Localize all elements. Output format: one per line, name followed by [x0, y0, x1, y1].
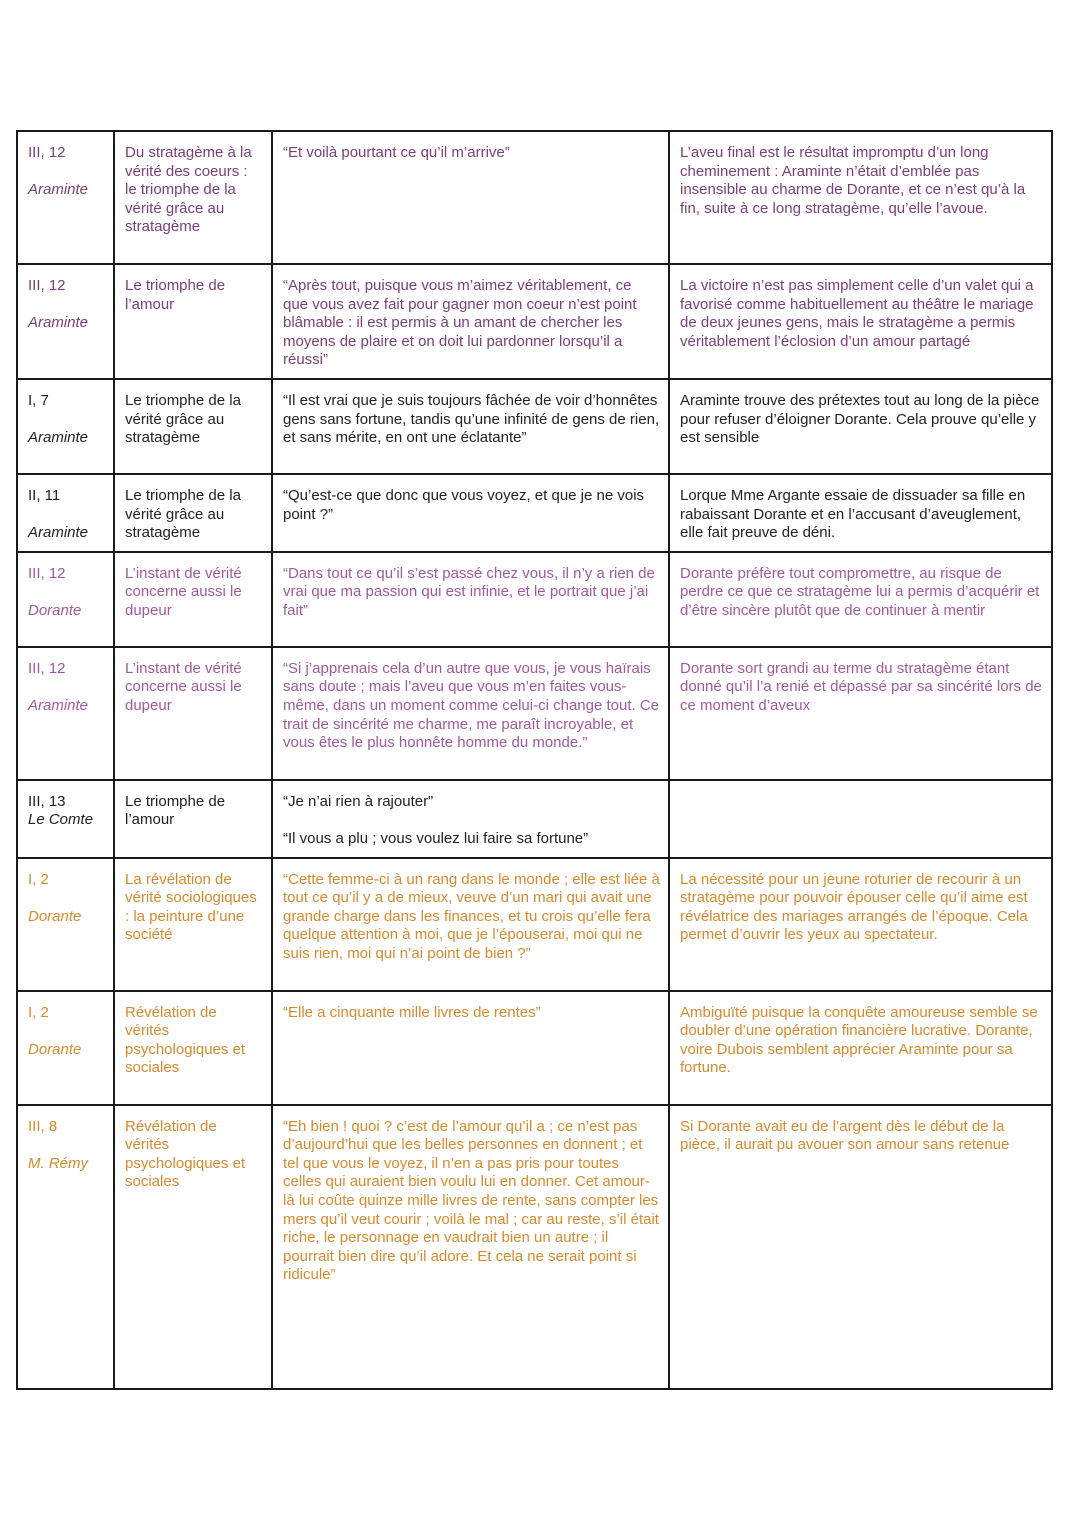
theme-cell: L’instant de vérité concerne aussi le dupeur [114, 647, 272, 780]
analysis-cell: La victoire n’est pas simplement celle d’un valet qui a favorisé comme habituellement au théâtre le mariage de deux jeunes gens, mais le stratagème a permis véritablement l’éclosion d’un amour partagé [669, 264, 1052, 379]
analysis-table [16, 130, 1053, 1390]
character-name: M. Rémy [28, 1154, 88, 1172]
character-name: Araminte [28, 181, 89, 199]
character-name: Araminte [28, 524, 89, 542]
reference-cell [17, 858, 114, 991]
reference-cell [17, 780, 114, 858]
table-row [17, 264, 1052, 379]
theme-cell: Révélation de vérités psychologiques et sociales [114, 1105, 272, 1389]
analysis-cell: Si Dorante avait eu de l’argent dès le début de la pièce, il aurait pu avouer son amour sans retenue [669, 1105, 1052, 1389]
reference-cell [17, 647, 114, 780]
theme-cell: L’instant de vérité concerne aussi le dupeur [114, 552, 272, 647]
scene-reference: III, 12 [28, 277, 66, 294]
character-name: Araminte [28, 314, 89, 332]
reference-cell [17, 379, 114, 474]
quote-line: “Je n’ai rien à rajouter” [283, 792, 434, 810]
table-row [17, 552, 1052, 647]
reference-cell [17, 131, 114, 264]
reference-cell [17, 264, 114, 379]
analysis-cell: Ambiguïté puisque la conquête amoureuse semble se doubler d’une opération financière lucrative. Dorante, voire Dubois semblent apprécier Araminte pour sa fortune. [669, 991, 1052, 1105]
scene-reference: I, 2 [28, 870, 49, 888]
quote-cell: “Cette femme-ci à un rang dans le monde ; elle est liée à tout ce qu’il y a de mieux, veuve d’un mari qui avait une grande charge dans les finances, et tu crois qu’elle fera quelque attention à moi, que je l’épouserai, moi qui ne suis rien, moi qui n’ai point de bien ?” [272, 858, 669, 991]
reference-cell [17, 474, 114, 552]
quote-line: “Il vous a plu ; vous voulez lui faire sa fortune” [283, 829, 589, 847]
scene-reference: II, 11 [28, 486, 61, 504]
quote-cell: “Qu’est-ce que donc que vous voyez, et que je ne vois point ?” [272, 474, 669, 552]
reference-cell [17, 1105, 114, 1389]
table-row [17, 780, 1052, 858]
theme-cell: Le triomphe de la vérité grâce au stratagème [114, 379, 272, 474]
character-name: Araminte [28, 429, 89, 447]
analysis-cell: Araminte trouve des prétextes tout au long de la pièce pour refuser d’éloigner Dorante. Cela prouve qu’elle y est sensible [669, 379, 1052, 474]
character-name: Le Comte [28, 811, 94, 829]
scene-reference: I, 2 [28, 1003, 49, 1021]
scene-reference: I, 7 [28, 391, 49, 409]
analysis-cell: La nécessité pour un jeune roturier de recourir à un stratagème pour pouvoir épouser celle qu’il aime est révélatrice des mariages arrangés de l’époque. Cela permet d’ouvrir les yeux au spectateur. [669, 858, 1052, 991]
quote-cell: “Dans tout ce qu’il s’est passé chez vous, il n’y a rien de vrai que ma passion qui est infinie, et le portrait que j’ai fait” [272, 552, 669, 647]
theme-cell: Du stratagème à la vérité des coeurs : le triomphe de la vérité grâce au stratagème [114, 131, 272, 264]
table-row [17, 858, 1052, 991]
scene-reference: III, 12 [28, 659, 66, 677]
reference-cell [17, 991, 114, 1105]
quote-cell: “Il est vrai que je suis toujours fâchée de voir d’honnêtes gens sans fortune, tandis qu’une infinité de gens de rien, et sans mérite, en ont une éclatante” [272, 379, 669, 474]
analysis-cell: L’aveu final est le résultat impromptu d’un long cheminement : Araminte n’était d’emblée pas insensible au charme de Dorante, et ce n’est qu’à la fin, suite à ce long stratagème, qu’elle l’avoue. [669, 131, 1052, 264]
character-name: Dorante [28, 907, 82, 925]
character-name: Araminte [28, 696, 89, 714]
scene-reference: III, 8 [28, 1117, 58, 1135]
scene-reference: III, 12 [28, 144, 66, 161]
theme-cell: Le triomphe de l’amour [114, 264, 272, 379]
table-row [17, 1105, 1052, 1389]
theme-cell: Révélation de vérités psychologiques et sociales [114, 991, 272, 1105]
analysis-cell: Lorque Mme Argante essaie de dissuader sa fille en rabaissant Dorante et en l’accusant d’aveuglement, elle fait preuve de déni. [669, 474, 1052, 552]
analysis-cell: Dorante préfère tout compromettre, au risque de perdre ce que ce stratagème lui a permis d’acquérir et d’être sincère plutôt que de continuer à mentir [669, 552, 1052, 647]
table-row [17, 379, 1052, 474]
table-row [17, 474, 1052, 552]
character-name: Dorante [28, 1040, 82, 1058]
character-name: Dorante [28, 601, 82, 619]
table-row [17, 647, 1052, 780]
quote-cell [272, 780, 669, 858]
theme-cell: Le triomphe de l’amour [114, 780, 272, 858]
quote-cell: “Si j’apprenais cela d’un autre que vous, je vous haïrais sans doute ; mais l’aveu que vous m’en faites vous-même, dans un moment comme celui-ci change tout. Ce trait de sincérité me charme, me paraît incroyable, et vous êtes le plus honnête homme du monde.” [272, 647, 669, 780]
theme-cell: Le triomphe de la vérité grâce au stratagème [114, 474, 272, 552]
analysis-cell [669, 780, 1052, 858]
quote-cell: “Eh bien ! quoi ? c’est de l’amour qu’il a ; ce n’est pas d’aujourd’hui que les belles personnes en donnent ; et tel que vous le voyez, il n’en a pas pris pour toutes celles qui auraient bien voulu lui en donner. Cet amour-là lui coûte quinze mille livres de rente, sans compter les mers qu’il veut courir ; voilà le mal ; car au reste, s’il était riche, le personnage en vaudrait bien un autre ; il pourrait bien dire qu’il adore. Et cela ne serait point si ridicule” [272, 1105, 669, 1389]
analysis-cell: Dorante sort grandi au terme du stratagème étant donné qu’il l’a renié et dépassé par sa sincérité lors de ce moment d’aveux [669, 647, 1052, 780]
table-row [17, 991, 1052, 1105]
scene-reference: III, 13 [28, 792, 66, 810]
reference-cell [17, 552, 114, 647]
table-row [17, 131, 1052, 264]
scene-reference: III, 12 [28, 564, 66, 582]
quote-cell: “Après tout, puisque vous m’aimez véritablement, ce que vous avez fait pour gagner mon coeur n’est point blâmable : il est permis à un amant de chercher les moyens de plaire et on doit lui pardonner lorsqu’il a réussi” [272, 264, 669, 379]
quote-cell: “Elle a cinquante mille livres de rentes” [272, 991, 669, 1105]
quote-cell: “Et voilà pourtant ce qu’il m’arrive” [272, 131, 669, 264]
theme-cell: La révélation de vérité sociologiques : la peinture d’une société [114, 858, 272, 991]
